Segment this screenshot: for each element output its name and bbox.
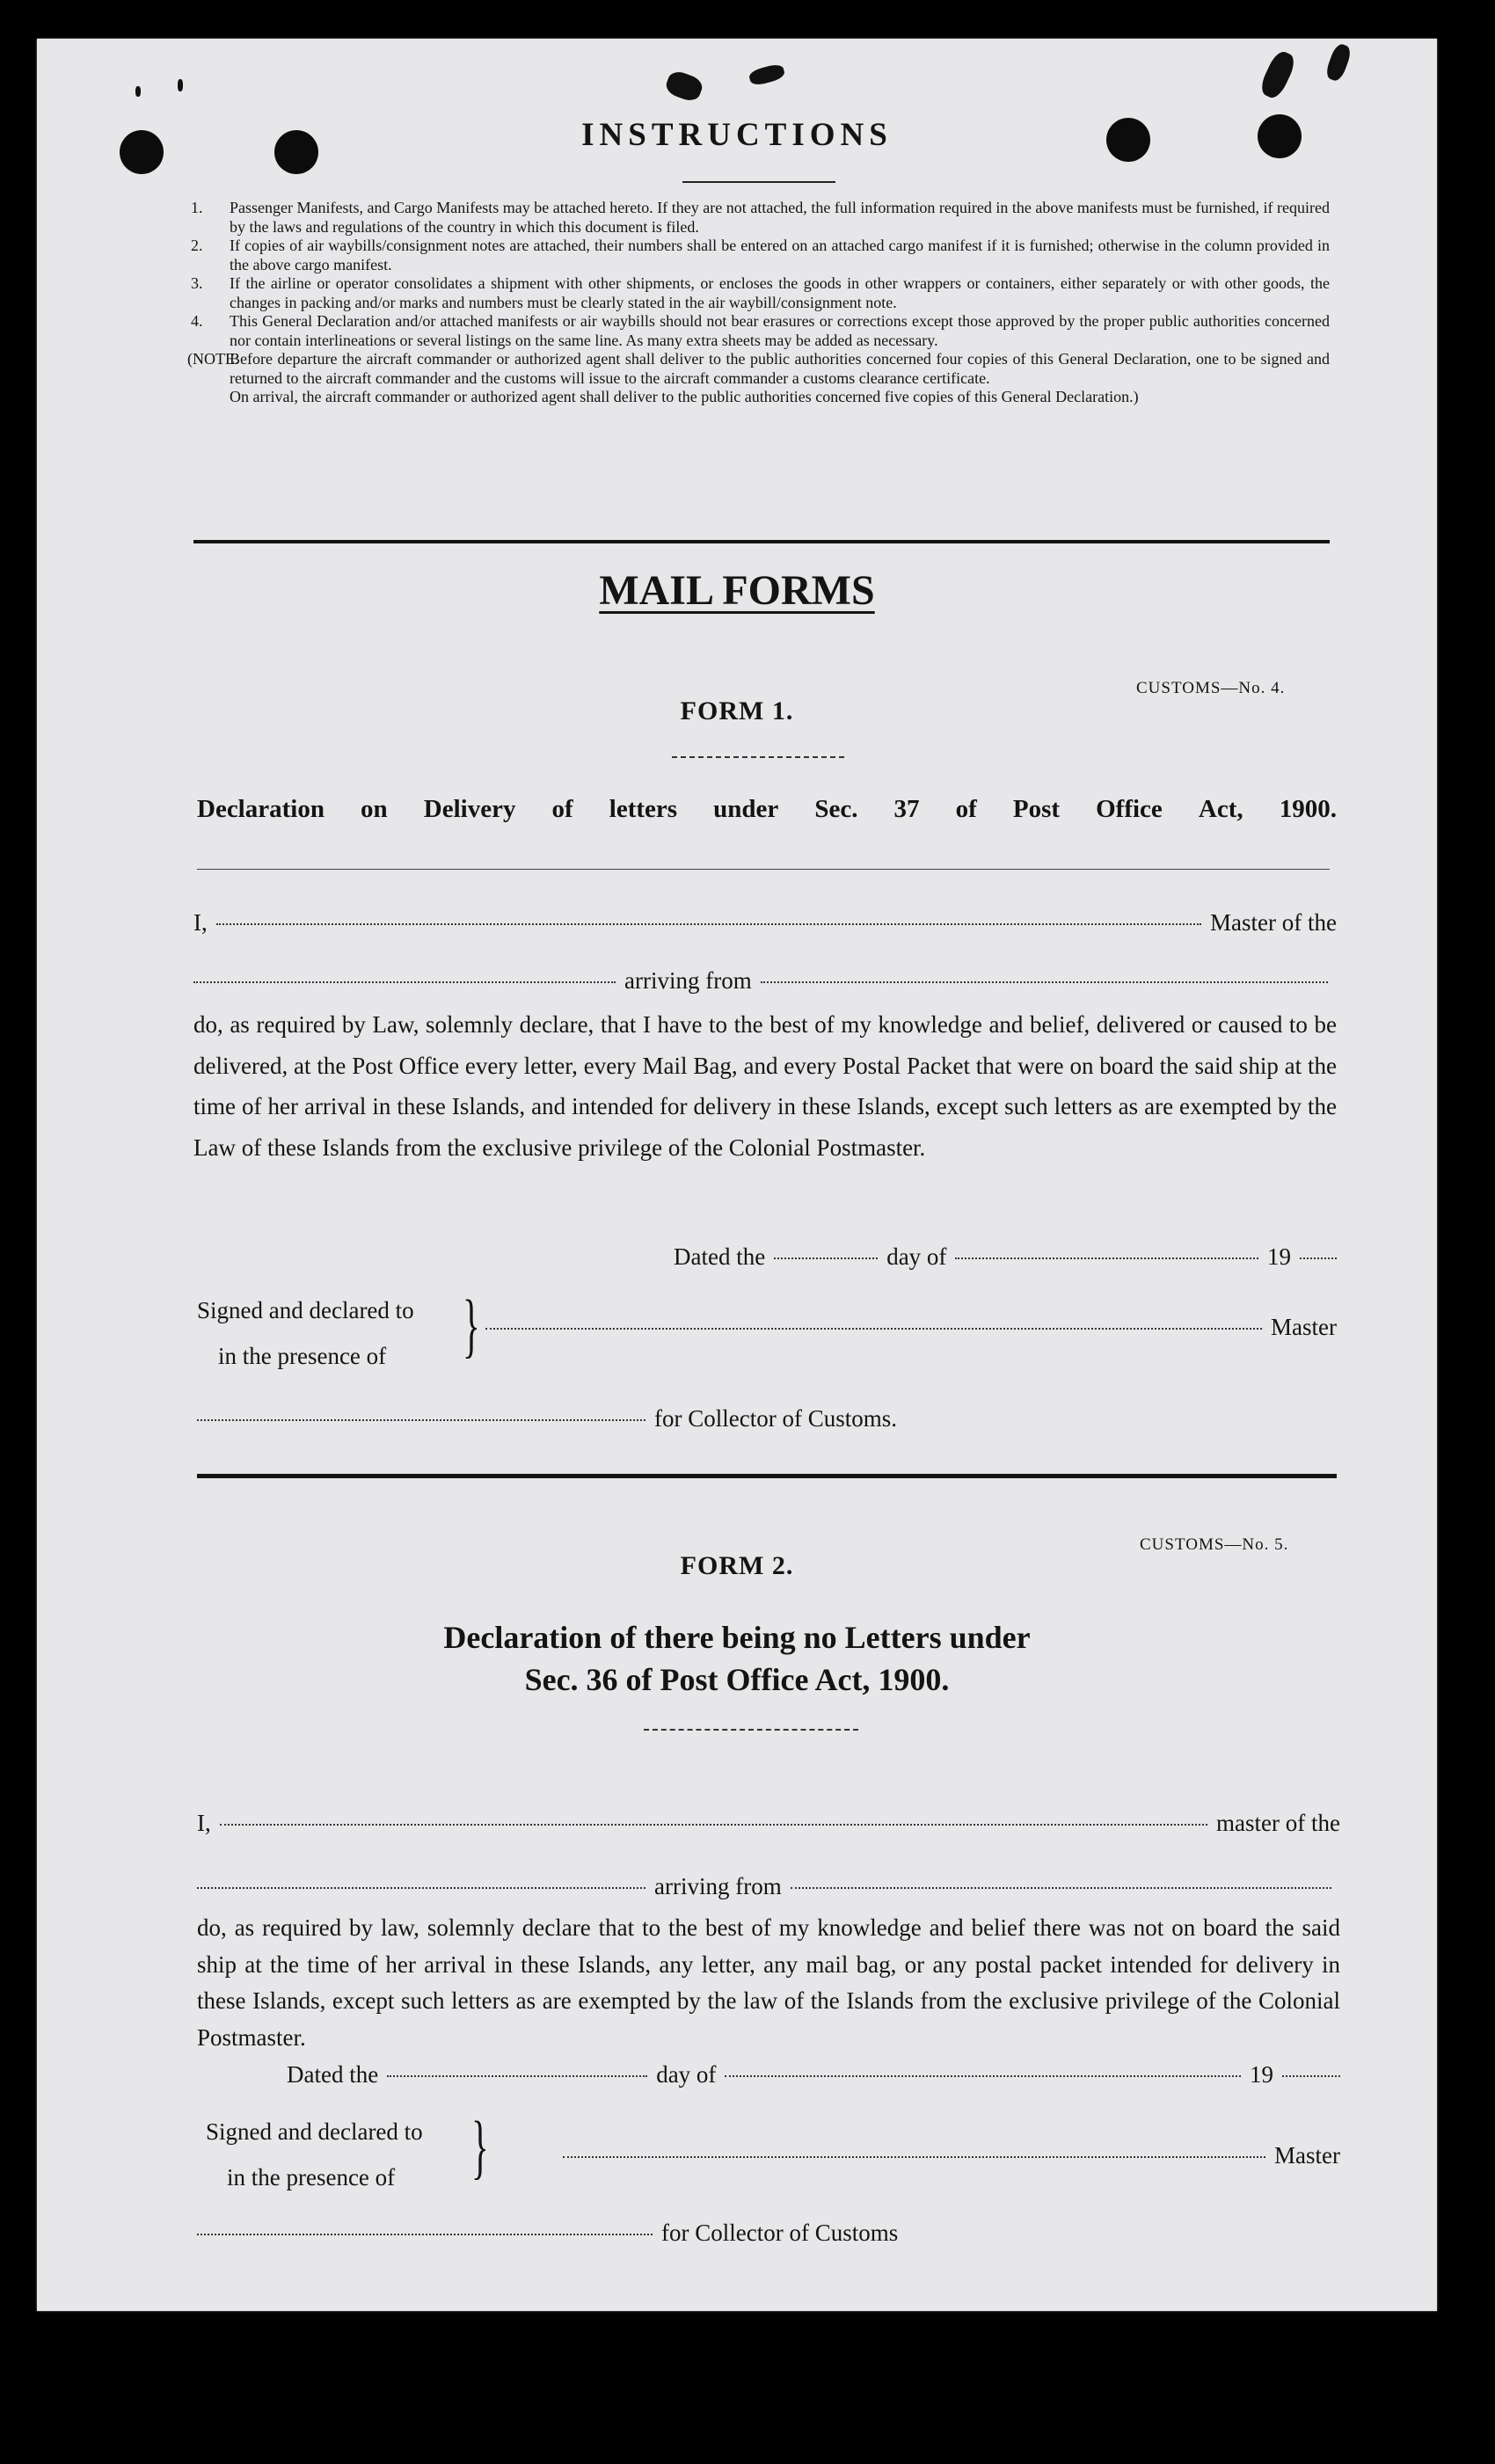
heading-word: of — [551, 795, 573, 823]
instruction-number: 3. — [191, 274, 203, 292]
heading-word: Delivery — [423, 795, 516, 823]
form2-line1-start: I, — [197, 1810, 211, 1836]
form2-customs-number: CUSTOMS—No. 5. — [1140, 1535, 1289, 1554]
note-text: Before departure the aircraft commander or authorized agent shall deliver to the public authorities concerned four copies of this General Declaration, one to be signed and returned to the aircraft commander and the customs will issue to the aircraft commander a customs clearance certificate. — [230, 350, 1330, 387]
form1-ship-name-field[interactable] — [193, 981, 616, 983]
form1-line1-start: I, — [193, 909, 208, 936]
form2-body: do, as required by law, solemnly declare that to the best of my knowledge and belief there was not on board the said ship at the time of her arrival in these Islands, any letter, any mail bag, or any postal packet intended for delivery in these Islands, except such letters as are exempted by the law of the Islands from the exclusive privilege of the Colonial Postmaster. — [197, 1914, 1340, 2051]
form1-master-name-field[interactable] — [216, 923, 1201, 925]
form1-collector-label: for Collector of Customs. — [654, 1405, 897, 1432]
form1-arriving-from: arriving from — [624, 967, 752, 994]
form1-signed-line1: Signed and declared to — [197, 1297, 414, 1323]
form1-day-field[interactable] — [774, 1258, 878, 1259]
form1-customs-number: CUSTOMS—No. 4. — [1136, 679, 1286, 697]
heading-word: Sec. — [814, 795, 858, 823]
instruction-note — [187, 350, 1330, 388]
form2-collector-line — [197, 2220, 988, 2247]
form2-heading-line2: Sec. 36 of Post Office Act, 1900. — [524, 1662, 950, 1697]
form2-line1-end: master of the — [1216, 1810, 1340, 1836]
instruction-text: This General Declaration and/or attached manifests or air waybills should not bear erasures or corrections except those approved by the proper public authorities concerned nor contain interlineations or several listings on the same line. As many extra sheets may be added as necessary. — [230, 312, 1330, 349]
form2-master-name-field[interactable] — [220, 1824, 1207, 1826]
instructions-underline — [682, 181, 835, 183]
form2-year: 19 — [1250, 2061, 1273, 2088]
form2-day-field[interactable] — [387, 2075, 647, 2077]
form1-day-of: day of — [886, 1243, 947, 1270]
form2-signed-line1: Signed and declared to — [206, 2118, 423, 2145]
form1-month-field[interactable] — [955, 1258, 1258, 1259]
instruction-item — [191, 237, 1330, 274]
heading-word: 1900. — [1279, 795, 1337, 823]
heading-word: 37 — [893, 795, 920, 823]
form2-title: FORM 2. — [680, 1551, 794, 1580]
form1-master-line — [193, 909, 1337, 937]
heading-word: on — [361, 795, 388, 823]
form2-arriving-from: arriving from — [654, 1873, 782, 1899]
form2-master-signature-field[interactable] — [563, 2156, 1265, 2158]
form-divider — [197, 1474, 1337, 1478]
form1-year: 19 — [1267, 1243, 1291, 1270]
heading-word: under — [713, 795, 779, 823]
form2-master-label: Master — [1274, 2142, 1340, 2169]
form1-heading-rule — [197, 869, 1330, 870]
instruction-text: Passenger Manifests, and Cargo Manifests may be attached hereto. If they are not attached, the full information required in the above manifests must be furnished, if required by the laws and regulations of the country in which this document is filed. — [230, 199, 1330, 236]
instruction-number: 1. — [191, 199, 203, 216]
form1-signed-line2: in the presence of — [218, 1343, 387, 1369]
form2-master-sign-line — [554, 2142, 1340, 2169]
form2-signed-line2: in the presence of — [227, 2164, 396, 2191]
ink-mark — [1258, 48, 1298, 101]
form1-brace: } — [463, 1285, 480, 1365]
heading-word: Act, — [1198, 795, 1243, 823]
form1-line1-end: Master of the — [1210, 909, 1337, 936]
form2-month-field[interactable] — [725, 2075, 1241, 2077]
form1-arriving-line — [193, 967, 1337, 995]
form1-origin-field[interactable] — [761, 981, 1328, 983]
ink-mark — [748, 62, 785, 87]
ink-mark — [663, 69, 704, 104]
form1-title: FORM 1. — [680, 696, 794, 725]
note-text-arrival: On arrival, the aircraft commander or authorized agent shall deliver to the public authorities concerned five copies of this General Declaration.) — [230, 388, 1139, 405]
form1-collector-signature-field[interactable] — [197, 1419, 645, 1421]
form2-collector-signature-field[interactable] — [197, 2234, 653, 2235]
section-divider — [193, 540, 1330, 543]
instruction-text: If the airline or operator consolidates a shipment with other shipments, or encloses the goods in other wrappers or containers, either separately or with other goods, the changes in packing and/or marks and numbers must be clearly stated in the air waybill/consignment note. — [230, 274, 1330, 311]
ink-mark — [135, 86, 141, 97]
ink-mark — [1324, 42, 1353, 83]
form1-signed-label — [197, 1287, 414, 1379]
instruction-number: 2. — [191, 237, 203, 254]
heading-word: Declaration — [197, 795, 325, 823]
form2-origin-field[interactable] — [791, 1887, 1331, 1889]
mail-forms-title-text: MAIL FORMS — [599, 567, 875, 614]
instructions-title: INSTRUCTIONS — [581, 117, 893, 153]
form1-title-rule — [672, 756, 844, 758]
form2-signed-label — [206, 2109, 423, 2200]
heading-word: letters — [609, 795, 678, 823]
form2-dated-line — [287, 2061, 1340, 2089]
form1-master-sign-line — [477, 1314, 1337, 1341]
form2-day-of: day of — [656, 2061, 717, 2088]
instruction-text: If copies of air waybills/consignment notes are attached, their numbers shall be entered on an attached cargo manifest if it is furnished; otherwise in the column provided in the above cargo manifest. — [230, 237, 1330, 273]
form2-declaration-heading — [37, 1616, 1437, 1701]
form1-master-signature-field[interactable] — [485, 1328, 1262, 1330]
form1-body: do, as required by Law, solemnly declare, that I have to the best of my knowledge and belief, delivered or caused to be delivered, at the Post Office every letter, every Mail Bag, and every Postal Packet that were on board the said ship at the time of her arrival in these Islands, and intended for delivery in these Islands, except such letters as are exempted by the Law of these Islands from the exclusive privilege of the Colonial Postmaster. — [193, 1011, 1337, 1161]
form2-ship-name-field[interactable] — [197, 1887, 645, 1889]
ink-mark — [178, 79, 183, 91]
form2-dated-the: Dated the — [287, 2061, 379, 2088]
form2-brace: } — [471, 2106, 489, 2186]
form1-dated-the: Dated the — [674, 1243, 766, 1270]
note-lead: (NOTE: — [187, 350, 239, 368]
form1-dated-line — [674, 1243, 1337, 1271]
form2-year-field[interactable] — [1282, 2075, 1340, 2077]
instructions-list — [187, 199, 1330, 407]
form2-collector-label: for Collector of Customs — [661, 2220, 899, 2246]
form1-year-field[interactable] — [1300, 1258, 1337, 1259]
form2-heading-rule — [644, 1729, 858, 1731]
instruction-number: 4. — [191, 312, 203, 330]
document-sheet — [37, 39, 1437, 2311]
form1-master-label: Master — [1271, 1314, 1337, 1340]
form1-collector-line — [197, 1405, 988, 1432]
heading-word: Office — [1096, 795, 1163, 823]
form2-arriving-line — [197, 1873, 1340, 1900]
form1-declaration-heading — [197, 795, 1337, 824]
heading-word: of — [955, 795, 977, 823]
heading-word: Post — [1012, 795, 1061, 823]
instruction-item — [191, 274, 1330, 312]
mail-forms-title — [37, 566, 1437, 615]
form2-heading-line1: Declaration of there being no Letters under — [443, 1620, 1031, 1655]
form2-master-line — [197, 1810, 1340, 1837]
instruction-item — [191, 199, 1330, 237]
instruction-item — [191, 312, 1330, 350]
